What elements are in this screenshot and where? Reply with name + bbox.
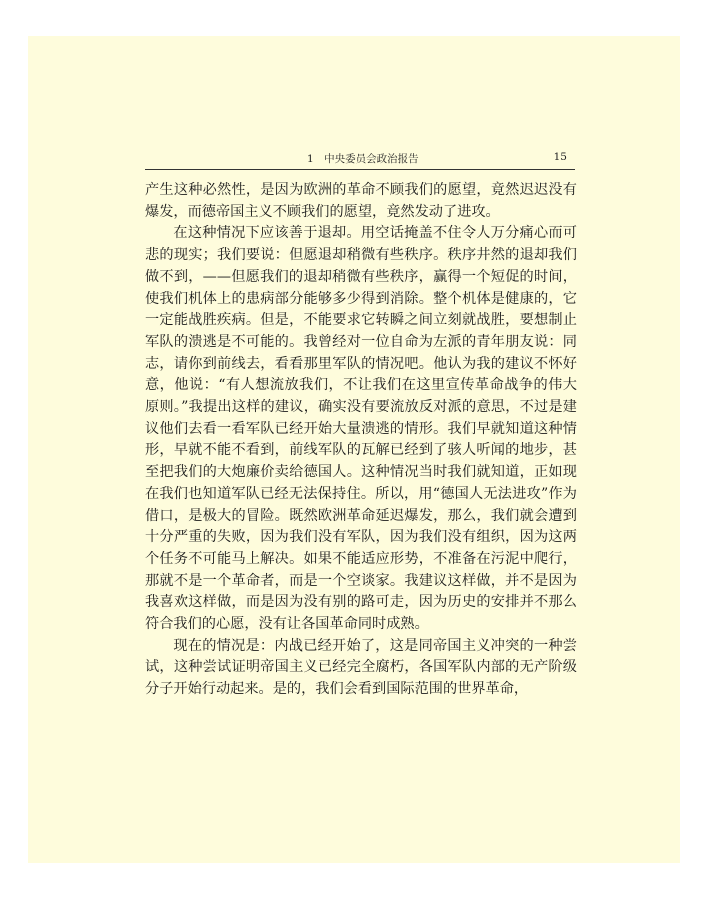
- paragraph-civil-war: 现在的情况是：内战已经开始了，这是同帝国主义冲突的一种尝试，这种尝试证明帝国主义已经完全腐朽，各国军队内部的无产阶级分子开始行动起来。是的，我们会看到国际范围的世界革命，: [145, 637, 577, 698]
- header-rule: [145, 169, 575, 170]
- page-number: 15: [553, 151, 567, 163]
- running-header: [145, 151, 575, 169]
- paragraph-retreat: 在这种情况下应该善于退却。用空话掩盖不住令人万分痛心而可悲的现实；我们要说：但愿退却稍微有些秩序。秩序井然的退却我们做不到，——但愿我们的退却稍微有些秩序，赢得一个短促的时间，使我们机体上的患病部分能够多少得到消除。整个机体是健康的，它一定能战胜疾病。但是，不能要求它转瞬之间立刻就战胜，要想制止军队的溃逃是不可能的。我曾经对一位自命为左派的青年朋友说：同志，请你到前线去，看看那里军队的情况吧。他认为我的建议不怀好意，他说：“有人想流放我们，不让我们在这里宣传革命战争的伟大原则。”我提出这样的建议，确实没有要流放反对派的意思，不过是建议他们去看一看军队已经开始大量溃逃的情形。我们早就知道这种情形，早就不能不看到，前线军队的瓦解已经到了骇人听闻的地步，甚至把我们的大炮廉价卖给德国人。这种情况当时我们就知道，正如现在我们也知道军队已经无法保持住。所以，用“德国人无法进攻”作为借口，是极大的冒险。既然欧洲革命延迟爆发，那么，我们就会遭到十分严重的失败，因为我们没有军队，因为我们没有组织，因为这两个任务不可能马上解决。如果不能适应形势，不准备在污泥中爬行，那就不是一个革命者，而是一个空谈家。我建议这样做，并不是因为我喜欢这样做，而是因为没有别的路可走，因为历史的安排并不那么符合我们的心愿，没有让各国革命同时成熟。: [145, 225, 577, 633]
- body-text: [145, 180, 577, 701]
- chapter-title: 1 中央委员会政治报告: [307, 153, 419, 165]
- paragraph-continuation: 产生这种必然性，是因为欧洲的革命不顾我们的愿望，竟然迟迟没有爆发，而德帝国主义不顾我们的愿望，竟然发动了进攻。: [145, 182, 577, 220]
